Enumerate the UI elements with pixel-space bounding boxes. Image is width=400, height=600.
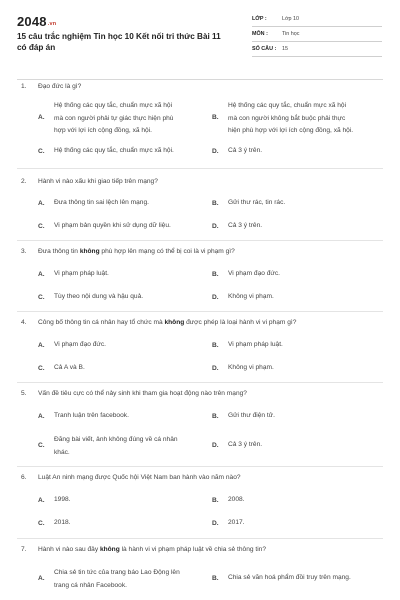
option-line: Hệ thống các quy tắc, chuẩn mực xã hội — [54, 102, 173, 109]
question-divider — [17, 168, 383, 169]
option-text: Cả A và B. — [54, 364, 85, 371]
option-text: Cả 3 ý trên. — [228, 441, 263, 448]
option-letter: D. — [212, 148, 219, 155]
option-text: Vi phạm đạo đức. — [54, 341, 106, 348]
option-letter: B. — [212, 342, 219, 349]
option-b[interactable] — [212, 342, 382, 355]
option-b[interactable] — [212, 100, 382, 140]
option-text: Tranh luận trên facebook. — [54, 412, 129, 419]
option-c[interactable] — [38, 365, 208, 378]
option-letter: C. — [38, 520, 45, 527]
option-text: Tùy theo nội dung và hậu quả. — [54, 293, 144, 300]
option-letter: C. — [38, 294, 45, 301]
question-number: 7. — [21, 546, 27, 553]
option-letter: A. — [38, 342, 45, 349]
question-text — [38, 319, 383, 326]
question-text-part: Hành vi nào sau đây — [38, 546, 100, 553]
question-text: Vấn đề tiêu cực có thể nảy sinh khi tham gia hoạt động nào trên mạng? — [38, 390, 247, 397]
option-text: Gửi thư rác, tin rác. — [228, 199, 286, 206]
option-text: 2008. — [228, 496, 245, 503]
question-number: 6. — [21, 474, 27, 481]
option-text: Không vi phạm. — [228, 364, 274, 371]
meta-value: Lớp 10 — [282, 16, 300, 22]
question-text: Hành vi nào xấu khi giao tiếp trên mạng? — [38, 178, 158, 185]
question-text: Luật An ninh mạng được Quốc hội Việt Nam ban hành vào năm nào? — [38, 474, 241, 481]
option-letter: C. — [38, 442, 45, 449]
option-a[interactable] — [38, 271, 208, 284]
option-text: Cả 3 ý trên. — [228, 222, 263, 229]
question-emphasis: không — [79, 248, 100, 255]
option-text: 2017. — [228, 519, 245, 526]
option-a[interactable] — [38, 100, 208, 140]
meta-row-count — [252, 42, 382, 57]
option-letter: A. — [38, 413, 45, 420]
site-logo[interactable] — [17, 14, 56, 29]
question-text-part: là hành vi vi phạm pháp luật về chia sẻ thông tin? — [119, 546, 266, 553]
question-divider — [17, 466, 383, 467]
page-title: 15 câu trắc nghiệm Tin học 10 Kết nối tri thức Bài 11 có đáp án — [17, 32, 221, 52]
option-text — [54, 100, 173, 138]
option-line: khác. — [54, 448, 70, 456]
question-6 — [17, 472, 383, 484]
meta-row-subject — [252, 27, 382, 42]
option-text: Hệ thống các quy tắc, chuẩn mực xã hội. — [54, 147, 174, 154]
option-text: 1998. — [54, 496, 71, 503]
question-7 — [17, 544, 383, 556]
option-text: Vi phạm pháp luật. — [228, 341, 283, 348]
question-text-part: được phép là loại hành vi vi phạm gì? — [184, 319, 297, 326]
option-line: mà con người phải tự giác thực hiện phù — [54, 114, 174, 122]
option-letter: A. — [38, 114, 45, 121]
option-c[interactable] — [38, 520, 208, 533]
option-c[interactable] — [38, 148, 208, 161]
option-letter: A. — [38, 271, 45, 278]
option-letter: A. — [38, 575, 45, 582]
option-c[interactable] — [38, 434, 208, 460]
option-letter: C. — [38, 365, 45, 372]
question-4 — [17, 317, 383, 329]
question-divider — [17, 240, 383, 241]
option-line: hợp với lợi ích cộng đồng, xã hội. — [54, 127, 153, 134]
option-line: Đăng bài viết, ảnh không đúng về cá nhân — [54, 436, 178, 443]
option-letter: C. — [38, 148, 45, 155]
question-text — [38, 546, 383, 553]
question-stem — [17, 388, 383, 400]
question-2 — [17, 176, 383, 188]
quiz-header — [0, 0, 400, 76]
option-letter: B. — [212, 200, 219, 207]
question-number: 3. — [21, 248, 27, 255]
question-divider — [17, 538, 383, 539]
option-c[interactable] — [38, 223, 208, 236]
question-number: 5. — [21, 390, 27, 397]
meta-label: MÔN : — [252, 31, 268, 37]
meta-label: LỚP : — [252, 16, 267, 22]
option-line: Hệ thống các quy tắc, chuẩn mực xã hội — [228, 102, 347, 109]
question-number: 2. — [21, 178, 27, 185]
option-text: Vi phạm bản quyền khi sử dụng dữ liệu. — [54, 222, 171, 229]
question-emphasis: không — [164, 319, 185, 326]
header-divider — [17, 79, 383, 80]
option-line: mà con người không bắt buộc phải thực — [228, 114, 346, 122]
option-text: Cả 3 ý trên. — [228, 147, 263, 154]
question-text — [38, 248, 383, 255]
option-letter: A. — [38, 497, 45, 504]
option-text: Vi phạm pháp luật. — [54, 270, 109, 277]
option-text — [228, 100, 353, 138]
question-text: Đạo đức là gì? — [38, 83, 82, 90]
option-line: trang cá nhân Facebook. — [54, 581, 127, 589]
option-text: 2018. — [54, 519, 71, 526]
option-text: Vi phạm đạo đức. — [228, 270, 280, 277]
option-letter: B. — [212, 497, 219, 504]
question-number: 1. — [21, 83, 27, 90]
option-b[interactable] — [212, 413, 382, 426]
meta-label: SỐ CÂU : — [252, 46, 277, 52]
option-b[interactable] — [212, 200, 382, 213]
option-line: Chia sẻ tin tức của trang báo Lao Động lên — [54, 569, 180, 576]
question-number: 4. — [21, 319, 27, 326]
option-text: Không vi phạm. — [228, 293, 274, 300]
option-a[interactable] — [38, 567, 208, 593]
question-text-part: phù hợp lên mạng có thể bị coi là vi phạm gì? — [99, 248, 235, 255]
option-c[interactable] — [38, 294, 208, 307]
question-text-part: Đưa thông tin — [38, 248, 80, 255]
option-b[interactable] — [212, 497, 382, 510]
option-a[interactable] — [38, 342, 208, 355]
option-text — [54, 434, 178, 459]
option-letter: A. — [38, 200, 45, 207]
question-divider — [17, 382, 383, 383]
option-b[interactable] — [212, 575, 382, 588]
meta-row-grade — [252, 12, 382, 27]
option-letter: B. — [212, 114, 219, 121]
question-stem — [17, 317, 383, 329]
option-d[interactable] — [212, 223, 382, 236]
option-letter: D. — [212, 442, 219, 449]
option-text: Đưa thông tin sai lệch lên mạng. — [54, 199, 149, 206]
option-letter: B. — [212, 271, 219, 278]
option-a[interactable] — [38, 497, 208, 510]
question-1 — [17, 81, 383, 93]
question-stem — [17, 472, 383, 484]
option-letter: D. — [212, 294, 219, 301]
option-text: Chia sẻ văn hoá phẩm đồi truy trên mạng. — [228, 574, 351, 581]
question-3 — [17, 246, 383, 258]
option-letter: D. — [212, 223, 219, 230]
option-text — [54, 567, 180, 592]
option-d[interactable] — [212, 365, 382, 378]
option-d[interactable] — [212, 294, 382, 307]
option-a[interactable] — [38, 200, 208, 213]
option-a[interactable] — [38, 413, 208, 426]
question-stem — [17, 176, 383, 188]
question-text-part: Công bố thông tin cá nhân hay tổ chức mà — [38, 319, 165, 326]
quiz-meta — [252, 12, 382, 57]
question-stem — [17, 246, 383, 258]
question-divider — [17, 311, 383, 312]
meta-value: Tin học — [282, 31, 300, 37]
option-d[interactable] — [212, 148, 382, 161]
logo-text: 2048 — [17, 14, 47, 29]
option-line: hiện phù hợp với lợi ích cộng đồng, xã hội. — [228, 127, 354, 134]
option-letter: B. — [212, 575, 219, 582]
option-d[interactable] — [212, 442, 382, 455]
option-letter: B. — [212, 413, 219, 420]
question-stem — [17, 81, 383, 93]
option-b[interactable] — [212, 271, 382, 284]
option-d[interactable] — [212, 520, 382, 533]
option-text: Gửi thư điện tử. — [228, 412, 275, 419]
option-letter: D. — [212, 365, 219, 372]
question-emphasis: không — [99, 546, 120, 553]
option-letter: D. — [212, 520, 219, 527]
option-letter: C. — [38, 223, 45, 230]
meta-value: 15 — [282, 46, 288, 52]
logo-suffix: .vn — [47, 21, 57, 27]
question-stem — [17, 544, 383, 556]
question-5 — [17, 388, 383, 400]
